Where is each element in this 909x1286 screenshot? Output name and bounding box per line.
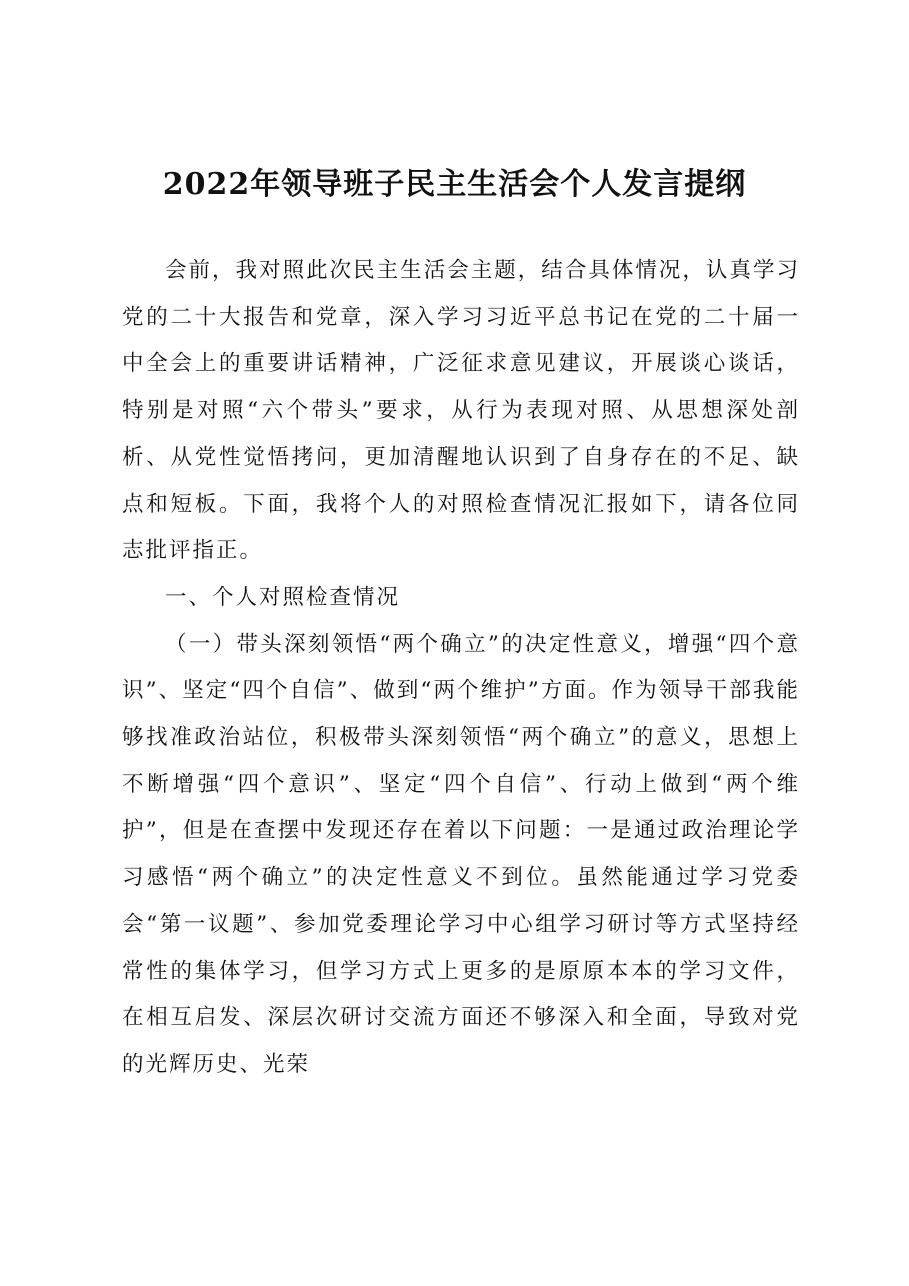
document-title: 2022年领导班子民主生活会个人发言提纲 [162,167,747,202]
section-heading: 一、个人对照检查情况 [165,584,401,610]
intro-paragraph: 会前，我对照此次民主生活会主题，结合具体情况，认真学习党的二十大报告和党章，深入学习习近平总书记在党的二十届一中全会上的重要讲话精神，广泛征求意见建议，开展谈心谈话，特别是对照“六个带头”要求，从行为表现对照、从思想深处剖析、从党性觉悟拷问，更加清醒地认识到了自身存在的不足、缺点和短板。下面，我将个人的对照检查情况汇报如下，请各位同志批评指正。 [122,258,800,564]
document-body [122,248,800,1089]
section-paragraph: （一）带头深刻领悟“两个确立”的决定性意义，增强“四个意识”、坚定“四个自信”、做到“两个维护”方面。作为领导干部我能够找准政治站位，积极带头深刻领悟“两个确立”的意义，思想上不断增强“四个意识”、坚定“四个自信”、行动上做到“两个维护”，但是在查摆中发现还存在着以下问题：一是通过政治理论学习感悟“两个确立”的决定性意义不到位。虽然能通过学习党委会“第一议题”、参加党委理论学习中心组学习研讨等方式坚持经常性的集体学习，但学习方式上更多的是原原本本的学习文件，在相互启发、深层次研讨交流方面还不够深入和全面，导致对党的光辉历史、光荣 [122,631,800,1077]
